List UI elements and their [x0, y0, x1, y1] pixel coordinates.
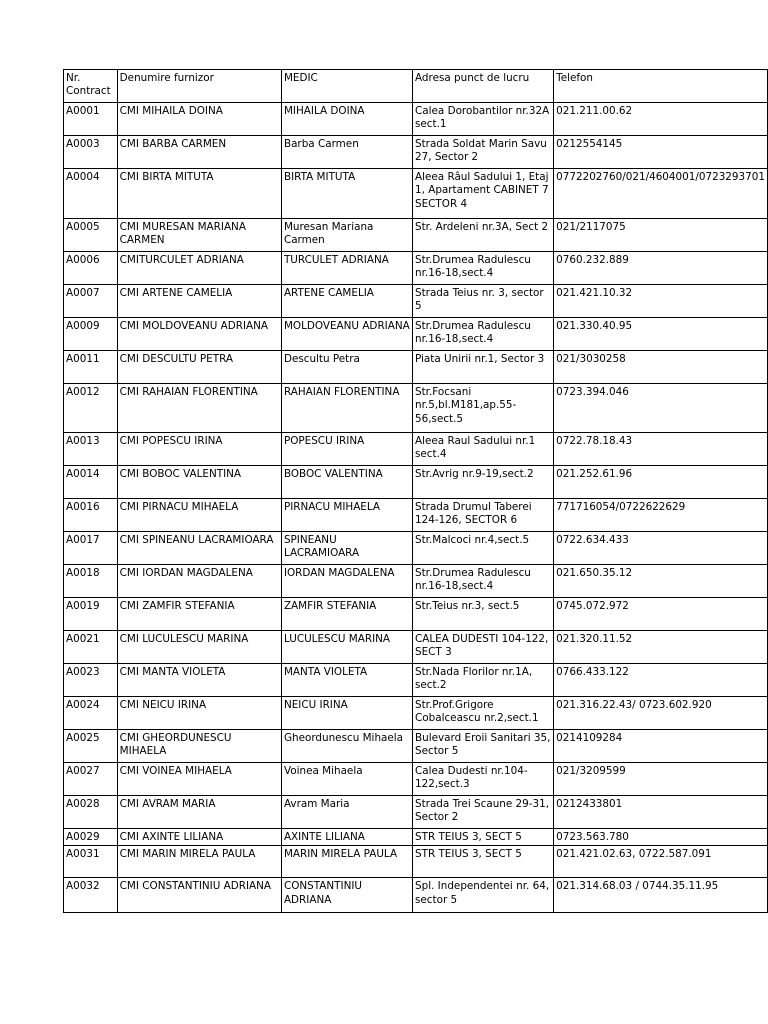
- cell-nr-contract: A0011: [64, 351, 118, 384]
- cell-medic: Descultu Petra: [281, 351, 412, 384]
- cell-denumire-furnizor: CMI MANTA VIOLETA: [117, 664, 281, 697]
- cell-medic: IORDAN MAGDALENA: [281, 565, 412, 598]
- cell-medic: PIRNACU MIHAELA: [281, 499, 412, 532]
- cell-nr-contract: A0016: [64, 499, 118, 532]
- cell-nr-contract: A0029: [64, 829, 118, 846]
- cell-medic: MARIN MIRELA PAULA: [281, 846, 412, 878]
- cell-medic: RAHAIAN FLORENTINA: [281, 384, 412, 433]
- cell-telefon: 021.421.02.63, 0722.587.091: [554, 846, 768, 878]
- header-nr-contract: Nr. Contract: [64, 70, 118, 103]
- cell-medic: POPESCU IRINA: [281, 433, 412, 466]
- table-row: [64, 103, 768, 136]
- cell-denumire-furnizor: CMI PIRNACU MIHAELA: [117, 499, 281, 532]
- cell-denumire-furnizor: CMI MOLDOVEANU ADRIANA: [117, 318, 281, 351]
- providers-table-body: [64, 70, 768, 913]
- cell-adresa: Aleea Raul Sadului nr.1 sect.4: [413, 433, 554, 466]
- cell-nr-contract: A0009: [64, 318, 118, 351]
- cell-nr-contract: A0004: [64, 169, 118, 219]
- cell-adresa: Str. Ardeleni nr.3A, Sect 2: [413, 219, 554, 252]
- cell-adresa: Calea Dorobantilor nr.32A sect.1: [413, 103, 554, 136]
- cell-medic: Avram Maria: [281, 796, 412, 829]
- table-row: [64, 846, 768, 878]
- cell-medic: MIHAILA DOINA: [281, 103, 412, 136]
- cell-medic: Barba Carmen: [281, 136, 412, 169]
- cell-adresa: Str.Focsani nr.5,bl.M181,ap.55-56,sect.5: [413, 384, 554, 433]
- cell-telefon: 0723.563.780: [554, 829, 768, 846]
- cell-nr-contract: A0007: [64, 285, 118, 318]
- table-row: [64, 169, 768, 219]
- cell-telefon: 021.421.10.32: [554, 285, 768, 318]
- cell-nr-contract: A0017: [64, 532, 118, 565]
- cell-nr-contract: A0028: [64, 796, 118, 829]
- cell-adresa: Strada Trei Scaune 29-31, Sector 2: [413, 796, 554, 829]
- providers-table: [63, 69, 768, 913]
- cell-adresa: Piata Unirii nr.1, Sector 3: [413, 351, 554, 384]
- cell-adresa: Str.Malcoci nr.4,sect.5: [413, 532, 554, 565]
- cell-denumire-furnizor: CMI NEICU IRINA: [117, 697, 281, 730]
- cell-adresa: STR TEIUS 3, SECT 5: [413, 846, 554, 878]
- cell-denumire-furnizor: CMI AVRAM MARIA: [117, 796, 281, 829]
- cell-adresa: Str.Avrig nr.9-19,sect.2: [413, 466, 554, 499]
- cell-denumire-furnizor: CMI LUCULESCU MARINA: [117, 631, 281, 664]
- cell-medic: Gheordunescu Mihaela: [281, 730, 412, 763]
- cell-adresa: CALEA DUDESTI 104-122, SECT 3: [413, 631, 554, 664]
- cell-telefon: 0745.072.972: [554, 598, 768, 631]
- cell-medic: Voinea Mihaela: [281, 763, 412, 796]
- cell-medic: MANTA VIOLETA: [281, 664, 412, 697]
- cell-telefon: 0722.634.433: [554, 532, 768, 565]
- cell-nr-contract: A0031: [64, 846, 118, 878]
- cell-telefon: 021/3209599: [554, 763, 768, 796]
- table-row: [64, 664, 768, 697]
- cell-nr-contract: A0032: [64, 878, 118, 913]
- table-row: [64, 384, 768, 433]
- cell-telefon: 021.316.22.43/ 0723.602.920: [554, 697, 768, 730]
- cell-medic: AXINTE LILIANA: [281, 829, 412, 846]
- cell-adresa: Str.Drumea Radulescu nr.16-18,sect.4: [413, 318, 554, 351]
- table-row: [64, 219, 768, 252]
- cell-nr-contract: A0005: [64, 219, 118, 252]
- table-row: [64, 598, 768, 631]
- cell-adresa: Bulevard Eroii Sanitari 35, Sector 5: [413, 730, 554, 763]
- cell-adresa: Str.Drumea Radulescu nr.16-18,sect.4: [413, 565, 554, 598]
- header-medic: MEDIC: [281, 70, 412, 103]
- cell-nr-contract: A0021: [64, 631, 118, 664]
- cell-telefon: 0722.78.18.43: [554, 433, 768, 466]
- cell-adresa: Calea Dudesti nr.104-122,sect.3: [413, 763, 554, 796]
- cell-adresa: Strada Soldat Marin Savu 27, Sector 2: [413, 136, 554, 169]
- cell-denumire-furnizor: CMI BOBOC VALENTINA: [117, 466, 281, 499]
- header-denumire-furnizor: Denumire furnizor: [117, 70, 281, 103]
- cell-denumire-furnizor: CMI ZAMFIR STEFANIA: [117, 598, 281, 631]
- cell-medic: LUCULESCU MARINA: [281, 631, 412, 664]
- table-row: [64, 631, 768, 664]
- cell-telefon: 771716054/0722622629: [554, 499, 768, 532]
- cell-denumire-furnizor: CMI GHEORDUNESCU MIHAELA: [117, 730, 281, 763]
- cell-telefon: 0766.433.122: [554, 664, 768, 697]
- table-row: [64, 796, 768, 829]
- cell-telefon: 021/2117075: [554, 219, 768, 252]
- cell-denumire-furnizor: CMI MURESAN MARIANA CARMEN: [117, 219, 281, 252]
- cell-telefon: 0772202760/021/4604001/0723293701: [554, 169, 768, 219]
- cell-telefon: 0212554145: [554, 136, 768, 169]
- cell-adresa: STR TEIUS 3, SECT 5: [413, 829, 554, 846]
- cell-telefon: 021.314.68.03 / 0744.35.11.95: [554, 878, 768, 913]
- cell-medic: BOBOC VALENTINA: [281, 466, 412, 499]
- header-telefon: Telefon: [554, 70, 768, 103]
- cell-adresa: Str.Teius nr.3, sect.5: [413, 598, 554, 631]
- table-row: [64, 565, 768, 598]
- header-adresa: Adresa punct de lucru: [413, 70, 554, 103]
- cell-adresa: Spl. Independentei nr. 64, sector 5: [413, 878, 554, 913]
- cell-denumire-furnizor: CMI SPINEANU LACRAMIOARA: [117, 532, 281, 565]
- cell-medic: ARTENE CAMELIA: [281, 285, 412, 318]
- cell-denumire-furnizor: CMI POPESCU IRINA: [117, 433, 281, 466]
- cell-denumire-furnizor: CMI IORDAN MAGDALENA: [117, 565, 281, 598]
- table-row: [64, 136, 768, 169]
- cell-denumire-furnizor: CMI MIHAILA DOINA: [117, 103, 281, 136]
- cell-telefon: 0212433801: [554, 796, 768, 829]
- cell-medic: CONSTANTINIU ADRIANA: [281, 878, 412, 913]
- cell-adresa: Strada Drumul Taberei 124-126, SECTOR 6: [413, 499, 554, 532]
- cell-medic: ZAMFIR STEFANIA: [281, 598, 412, 631]
- cell-medic: Muresan Mariana Carmen: [281, 219, 412, 252]
- cell-telefon: 021.320.11.52: [554, 631, 768, 664]
- table-row: [64, 252, 768, 285]
- cell-nr-contract: A0024: [64, 697, 118, 730]
- cell-telefon: 021.650.35.12: [554, 565, 768, 598]
- cell-adresa: Str.Nada Florilor nr.1A, sect.2: [413, 664, 554, 697]
- cell-telefon: 0760.232.889: [554, 252, 768, 285]
- cell-adresa: Str.Drumea Radulescu nr.16-18,sect.4: [413, 252, 554, 285]
- cell-nr-contract: A0025: [64, 730, 118, 763]
- cell-denumire-furnizor: CMI ARTENE CAMELIA: [117, 285, 281, 318]
- cell-telefon: 021.211.00.62: [554, 103, 768, 136]
- cell-denumire-furnizor: CMI AXINTE LILIANA: [117, 829, 281, 846]
- cell-telefon: 021.252.61.96: [554, 466, 768, 499]
- table-row: [64, 730, 768, 763]
- cell-telefon: 0723.394.046: [554, 384, 768, 433]
- cell-denumire-furnizor: CMI DESCULTU PETRA: [117, 351, 281, 384]
- cell-nr-contract: A0018: [64, 565, 118, 598]
- cell-nr-contract: A0003: [64, 136, 118, 169]
- cell-telefon: 0214109284: [554, 730, 768, 763]
- cell-denumire-furnizor: CMI RAHAIAN FLORENTINA: [117, 384, 281, 433]
- table-row: [64, 318, 768, 351]
- header-row: [64, 70, 768, 103]
- table-row: [64, 466, 768, 499]
- cell-telefon: 021.330.40.95: [554, 318, 768, 351]
- table-row: [64, 829, 768, 846]
- cell-adresa: Aleea Râul Sadului 1, Etaj 1, Apartament CABINET 7 SECTOR 4: [413, 169, 554, 219]
- table-row: [64, 878, 768, 913]
- table-row: [64, 532, 768, 565]
- table-row: [64, 285, 768, 318]
- cell-medic: BIRTA MITUTA: [281, 169, 412, 219]
- cell-nr-contract: A0027: [64, 763, 118, 796]
- cell-nr-contract: A0012: [64, 384, 118, 433]
- cell-denumire-furnizor: CMI VOINEA MIHAELA: [117, 763, 281, 796]
- cell-medic: SPINEANU LACRAMIOARA: [281, 532, 412, 565]
- table-row: [64, 351, 768, 384]
- cell-denumire-furnizor: CMI BIRTA MITUTA: [117, 169, 281, 219]
- table-row: [64, 499, 768, 532]
- cell-medic: NEICU IRINA: [281, 697, 412, 730]
- table-row: [64, 697, 768, 730]
- table-row: [64, 433, 768, 466]
- table-row: [64, 763, 768, 796]
- cell-denumire-furnizor: CMI MARIN MIRELA PAULA: [117, 846, 281, 878]
- cell-nr-contract: A0019: [64, 598, 118, 631]
- cell-nr-contract: A0013: [64, 433, 118, 466]
- cell-adresa: Str.Prof.Grigore Cobalceascu nr.2,sect.1: [413, 697, 554, 730]
- cell-denumire-furnizor: CMI CONSTANTINIU ADRIANA: [117, 878, 281, 913]
- cell-denumire-furnizor: CMI BARBA CARMEN: [117, 136, 281, 169]
- cell-medic: TURCULET ADRIANA: [281, 252, 412, 285]
- cell-nr-contract: A0014: [64, 466, 118, 499]
- cell-nr-contract: A0006: [64, 252, 118, 285]
- cell-adresa: Strada Teius nr. 3, sector 5: [413, 285, 554, 318]
- cell-nr-contract: A0001: [64, 103, 118, 136]
- cell-telefon: 021/3030258: [554, 351, 768, 384]
- cell-denumire-furnizor: CMITURCULET ADRIANA: [117, 252, 281, 285]
- cell-medic: MOLDOVEANU ADRIANA: [281, 318, 412, 351]
- cell-nr-contract: A0023: [64, 664, 118, 697]
